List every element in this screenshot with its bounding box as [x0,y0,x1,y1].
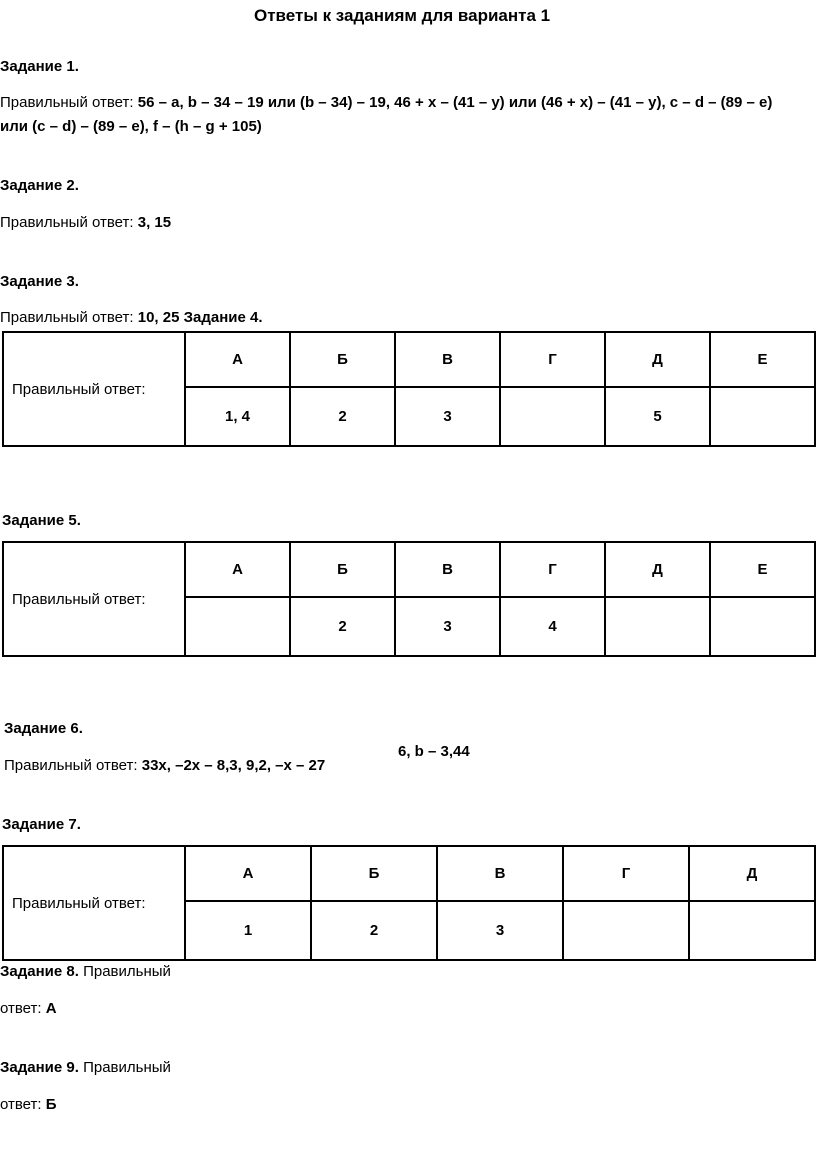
answer-word: Правильный [83,963,171,980]
answer-word-2: ответ: [0,1000,46,1017]
t4-val-a: 1, 4 [185,387,290,446]
t5-col-a: А [185,542,290,597]
answer-prefix: Правильный ответ: [0,214,138,231]
answer-word-2: ответ: [0,1096,46,1113]
t5-col-b: Б [290,542,395,597]
t4-col-a: А [185,332,290,387]
t7-val-g [563,901,689,960]
table-label: Правильный ответ: [3,846,185,960]
task-2-answer: 3, 15 [137,214,172,231]
task-8-line-1 [0,963,171,980]
task-3-heading: Задание 3. [0,273,79,290]
task-8-heading: Задание 8. [0,963,79,980]
task-2-heading: Задание 2. [0,177,79,194]
t7-col-g: Г [563,846,689,901]
t7-col-v: В [437,846,563,901]
task-6-answer-line [4,757,325,774]
task-4-heading: Задание 4. [183,309,263,326]
page-title: Ответы к заданиям для варианта 1 [254,6,551,25]
task-5-heading: Задание 5. [2,512,81,529]
t4-col-e: Е [710,332,815,387]
t5-val-d [605,597,710,656]
t4-val-g [500,387,605,446]
t7-col-d: Д [689,846,815,901]
t7-val-v: 3 [437,901,563,960]
t4-col-g: Г [500,332,605,387]
t5-val-g: 4 [500,597,605,656]
t7-val-a: 1 [185,901,311,960]
task-9-line-1 [0,1059,171,1076]
t7-val-d [689,901,815,960]
t5-val-a [185,597,290,656]
task-9-line-2 [0,1096,57,1113]
t5-val-v: 3 [395,597,500,656]
task-1-heading: Задание 1. [0,58,79,75]
t5-col-e: Е [710,542,815,597]
task-9-answer: Б [45,1096,57,1113]
t5-col-v: В [395,542,500,597]
task-8-answer: А [45,1000,57,1017]
t4-col-v: В [395,332,500,387]
answer-prefix: Правильный ответ: [0,94,138,111]
t5-val-e [710,597,815,656]
table-label: Правильный ответ: [3,542,185,656]
t4-col-b: Б [290,332,395,387]
answer-word: Правильный [83,1059,171,1076]
t4-val-e [710,387,815,446]
t5-col-d: Д [605,542,710,597]
task-2-answer-line [0,214,171,231]
task-7-table [2,845,816,961]
t4-val-d: 5 [605,387,710,446]
task-1-answer-1: 56 – a, b – 34 – 19 или (b – 34) – 19, 46 + x – (41 – y) или (46 + x) – (41 – y), c – d – (89 – e) [137,94,773,111]
t7-col-a: А [185,846,311,901]
table-label: Правильный ответ: [3,332,185,446]
task-1-answer-line-1 [0,94,772,111]
answer-prefix: Правильный ответ: [4,757,142,774]
t4-val-b: 2 [290,387,395,446]
task-4-table [2,331,816,447]
t4-col-d: Д [605,332,710,387]
answer-prefix: Правильный ответ: [0,309,138,326]
t5-val-b: 2 [290,597,395,656]
t7-val-b: 2 [311,901,437,960]
task-6-heading: Задание 6. [4,720,83,737]
task-1-answer-line-2: или (c – d) – (89 – e), f – (h – g + 105) [0,118,262,135]
t5-col-g: Г [500,542,605,597]
t4-val-v: 3 [395,387,500,446]
task-6-answer: 33x, –2x – 8,3, 9,2, –x – 27 [141,757,326,774]
task-8-line-2 [0,1000,57,1017]
t7-col-b: Б [311,846,437,901]
task-3-answer: 10, 25 [137,309,180,326]
task-3-answer-line [0,309,263,326]
task-5-table [2,541,816,657]
task-9-heading: Задание 9. [0,1059,79,1076]
task-7-heading: Задание 7. [2,816,81,833]
task-6-side-note: 6, b – 3,44 [398,743,470,760]
